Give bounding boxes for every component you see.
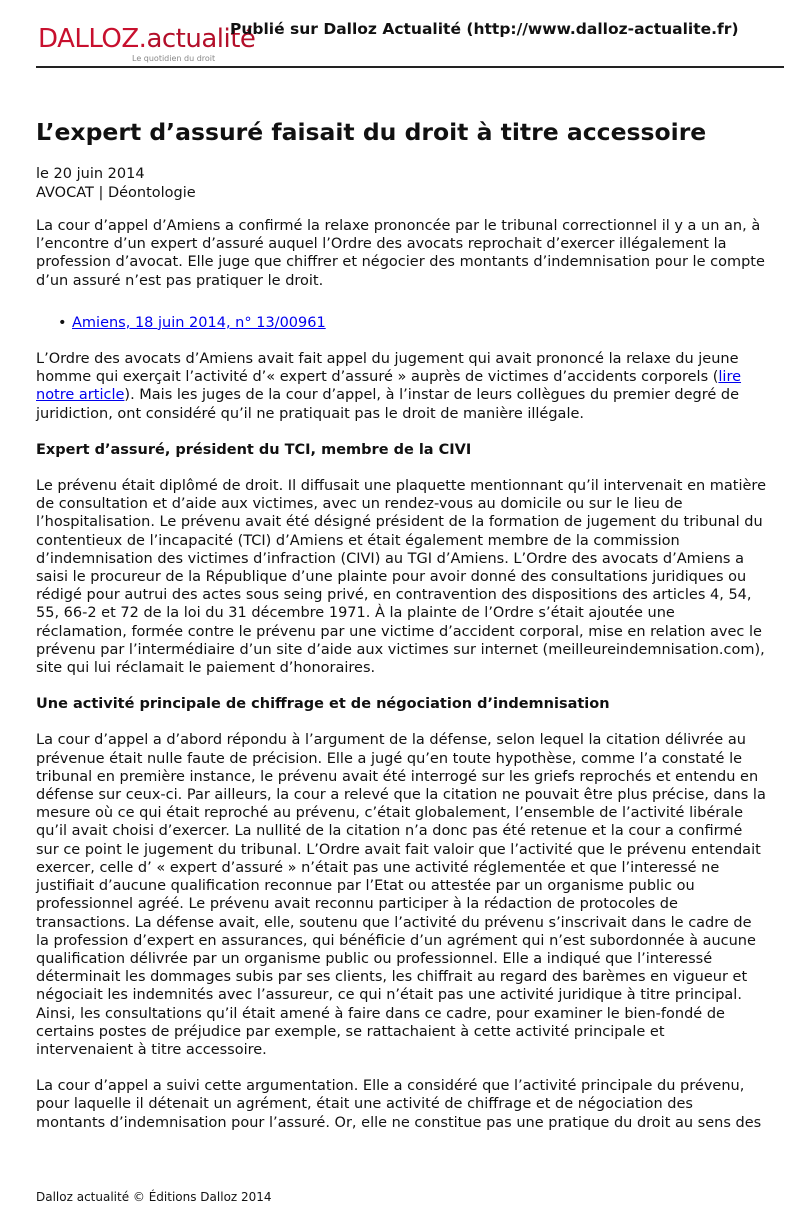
- section-heading-activity: Une activité principale de chiffrage et de négociation d’indemnisation: [36, 696, 610, 713]
- paragraph-appeal: [36, 350, 766, 423]
- section-heading-expert: Expert d’assuré, président du TCI, membre de la CIVI: [36, 441, 472, 458]
- logo-wordmark: [38, 24, 256, 54]
- published-source: Publié sur Dalloz Actualité (http://www.dalloz-actualite.fr): [230, 20, 739, 38]
- paragraph-court-response: La cour d’appel a d’abord répondu à l’argument de la défense, selon lequel la citation délivrée au prévenue était nulle faute de précision. Elle a jugé qu’en toute hypothèse, comme l’a constaté le tribunal en première instance, le prévenu avait été interrogé sur les griefs reprochés et entendu en défense sur ceux-ci. Par ailleurs, la cour a relevé que la citation ne pouvait être plus précise, dans la mesure où ce qui était reproché au prévenu, c’était globalement, l’ensemble de l’activité libérale qu’il avait choisi d’exercer. La nullité de la citation n’a donc pas été retenue et la cour a confirmé sur ce point le jugement du tribunal. L’Ordre avait fait valoir que l’activité que le prévenu entendait exercer, celle d’ « expert d’assuré » n’était pas une activité réglementée et que l’interessé ne justifiait d’aucune qualification reconnue par l’Etat ou attestée par un organisme public ou professionnel agréé. Le prévenu avait reconnu participer à la rédaction de protocoles de transactions. La défense avait, elle, soutenu que l’activité du prévenu s’inscrivait dans le cadre de la profession d’expert en assurances, qui bénéficie d’un agrément qui n’est subordonnée à aucune qualification délivrée par un organisme public ou professionnel. Elle a indiqué que l’interessé déterminait les dommages subis par ses clients, les chiffrait au regard des barèmes en vigueur et négociait les indemnités avec l’assureur, ce qui n’était pas une activité juridique à titre principal. Ainsi, les consultations qu’il était amené à faire dans ce cadre, pour examiner le bien-fondé de certains postes de préjudice par exemple, se rattachaient à cette activité principale et intervenaient à titre accessoire.: [36, 732, 766, 1058]
- paragraph-court-decision: La cour d’appel a suivi cette argumentation. Elle a considéré que l’activité principale du prévenu, pour laquelle il détenait un agrément, était une activité de chiffrage et de négociation des montants d’indemnisation pour l’assuré. Or, elle ne constitue pas une pratique du droit au sens des: [36, 1078, 762, 1131]
- page-header: [36, 18, 784, 68]
- article-body: [36, 217, 766, 1150]
- paragraph-appeal-start: L’Ordre des avocats d’Amiens avait fait appel du jugement qui avait prononcé la relaxe du jeune homme qui exerçait l’activité d’« expert d’assuré » auprès de victimes d’accidents corporels (: [36, 351, 739, 386]
- bullet-icon: •: [58, 314, 67, 331]
- logo-dot: .: [138, 24, 147, 54]
- logo-suffix: actualité: [146, 24, 256, 54]
- article-lead: La cour d’appel d’Amiens a confirmé la relaxe prononcée par le tribunal correctionnel il y a un an, à l’encontre d’un expert d’assuré auquel l’Ordre des avocats reprochait d’exercer illégalement la profession d’avocat. Elle juge que chiffrer et négocier des montants d’indemnisation pour le compte d’un assuré n’est pas pratiquer le droit.: [36, 218, 765, 289]
- page-footer: Dalloz actualité © Éditions Dalloz 2014: [36, 1190, 272, 1204]
- paragraph-appeal-end: ). Mais les juges de la cour d’appel, à l’instar de leurs collègues du premier degré de juridiction, ont considéré qu’il ne pratiquait pas le droit de manière illégale.: [36, 387, 740, 422]
- article-title: L’expert d’assuré faisait du droit à titre accessoire: [36, 118, 707, 146]
- reference-item: [58, 314, 766, 332]
- dalloz-logo: [38, 24, 256, 64]
- logo-brand: DALLOZ: [38, 24, 139, 54]
- decision-reference-link[interactable]: Amiens, 18 juin 2014, n° 13/00961: [72, 314, 326, 331]
- article-category: AVOCAT | Déontologie: [36, 185, 196, 201]
- read-article-link[interactable]: lire notre article: [36, 369, 742, 404]
- article-date: le 20 juin 2014: [36, 166, 145, 182]
- paragraph-defendant: Le prévenu était diplômé de droit. Il diffusait une plaquette mentionnant qu’il intervenait en matière de consultation et d’aide aux victimes, avec un rendez-vous au domicile ou sur le lieu de l’hospitalisation. Le prévenu avait été désigné président de la formation de jugement du tribunal du contentieux de l’incapacité (TCI) d’Amiens et était également membre de la commission d’indemnisation des victimes d’infraction (CIVI) au TGI d’Amiens. L’Ordre des avocats d’Amiens a saisi le procureur de la République d’une plainte pour avoir donné des consultations juridiques ou rédigé pour autrui des actes sous seing privé, en contravention des dispositions des articles 4, 54, 55, 66-2 et 72 de la loi du 31 décembre 1971. À la plainte de l’Ordre s’était ajoutée une réclamation, formée contre le prévenu par une victime d’accident corporal, mise en relation avec le prévenu par l’intermédiaire d’un site d’aide aux victimes sur internet (meilleureindemnisation.com), site qui lui réclamait le paiement d’honoraires.: [36, 478, 766, 677]
- article-meta: [36, 165, 196, 203]
- logo-tagline: Le quotidien du droit: [132, 54, 216, 63]
- reference-list: [36, 314, 766, 332]
